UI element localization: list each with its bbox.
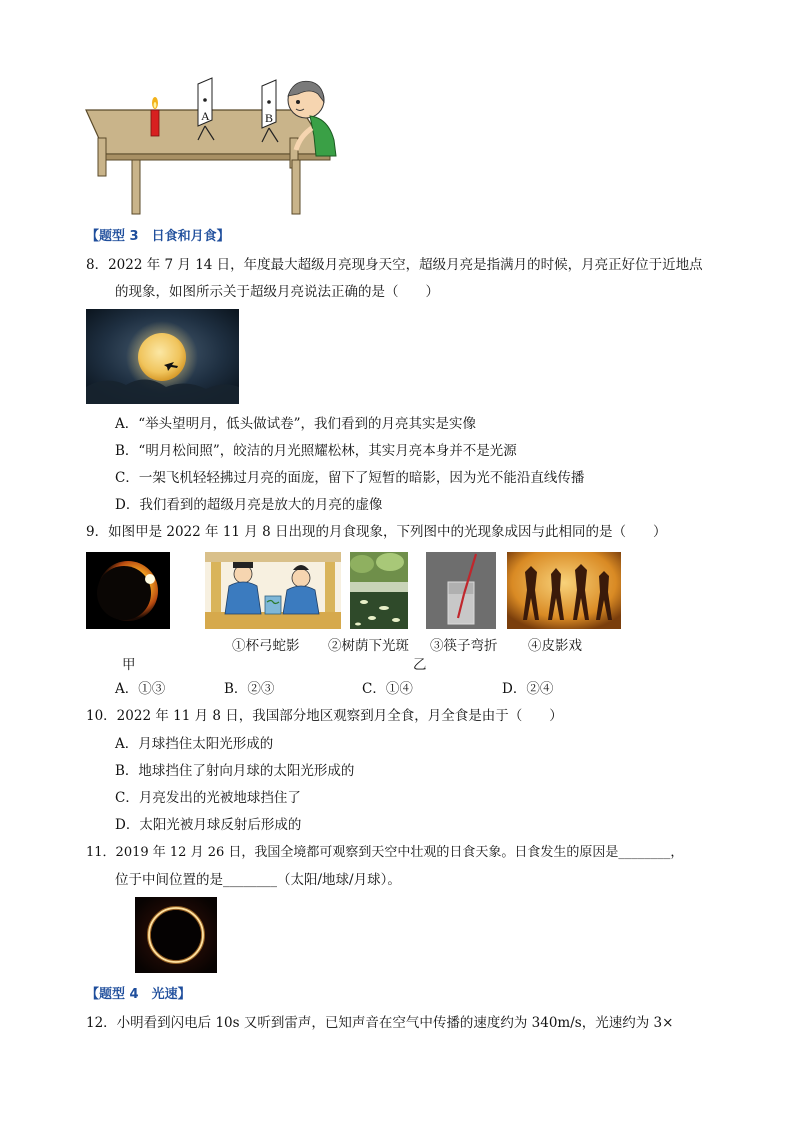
caption-3: ③筷子弯折 [430,638,498,654]
screen-label-a: A [201,109,210,123]
q12-line1: 12．小明看到闪电后 10s 又听到雷声，已知声音在空气中传播的速度约为 340m/s，光速约为 3× [86,1015,674,1031]
q9-line1: 9．如图甲是 2022 年 11 月 8 日出现的月食现象，下列图中的光现象成因与此相同的是（ ） [86,524,667,540]
label-yi: 乙 [413,657,427,673]
q8-option-b: B．“明月松间照”，皎洁的月光照耀松林，其实月亮本身并不是光源 [115,443,517,459]
shadow-puppet-image [507,552,621,629]
q10-option-d: D．太阳光被月球反射后形成的 [115,817,302,833]
q9-option-b: B．②③ [224,681,275,697]
q9-option-d: D．②④ [502,681,554,697]
caption-1: ①杯弓蛇影 [232,638,300,654]
solar-eclipse-ring-image [135,897,217,973]
q8-line2: 的现象，如图所示关于超级月亮说法正确的是（ ） [115,284,439,300]
lunar-eclipse-image [86,552,170,629]
caption-2: ②树荫下光斑 [328,638,409,654]
q11-line2: 位于中间位置的是________（太阳/地球/月球）。 [115,872,401,888]
q10-option-c: C．月亮发出的光被地球挡住了 [115,790,301,806]
q10-option-b: B．地球挡住了射向月球的太阳光形成的 [115,763,355,779]
screen-label-b: B [265,111,274,125]
q11-line1: 11．2019 年 12 月 26 日，我国全境都可观察到天空中壮观的日食天象。日食发生的原因是________， [86,845,684,860]
section-heading-3: 【题型 3 日食和月食】 [86,229,230,244]
q8-line1: 8．2022 年 7 月 14 日，年度最大超级月亮现身天空，超级月亮是指满月的时候，月亮正好位于近地点 [86,257,703,273]
q10-option-a: A．月球挡住太阳光形成的 [115,736,274,752]
section-heading-4: 【题型 4 光速】 [86,987,191,1002]
q8-option-a: A．“举头望明月，低头做试卷”，我们看到的月亮其实是实像 [115,416,477,432]
tree-shade-light-spots-image [350,552,408,629]
cup-bow-snake-image [205,552,341,629]
q10-line1: 10．2022 年 11 月 8 日，我国部分地区观察到月全食，月全食是由于（ ） [86,708,563,724]
caption-4: ④皮影戏 [528,638,582,654]
bent-chopsticks-image [426,552,496,629]
table-experiment-figure [84,76,344,218]
q8-option-d: D．我们看到的超级月亮是放大的月亮的虚像 [115,497,383,513]
super-moon-image [86,309,239,404]
q9-option-a: A．①③ [115,681,166,697]
q9-option-c: C．①④ [362,681,413,697]
label-jia: 甲 [122,657,136,673]
q8-option-c: C．一架飞机轻轻拂过月亮的面庞，留下了短暂的暗影，因为光不能沿直线传播 [115,470,585,486]
